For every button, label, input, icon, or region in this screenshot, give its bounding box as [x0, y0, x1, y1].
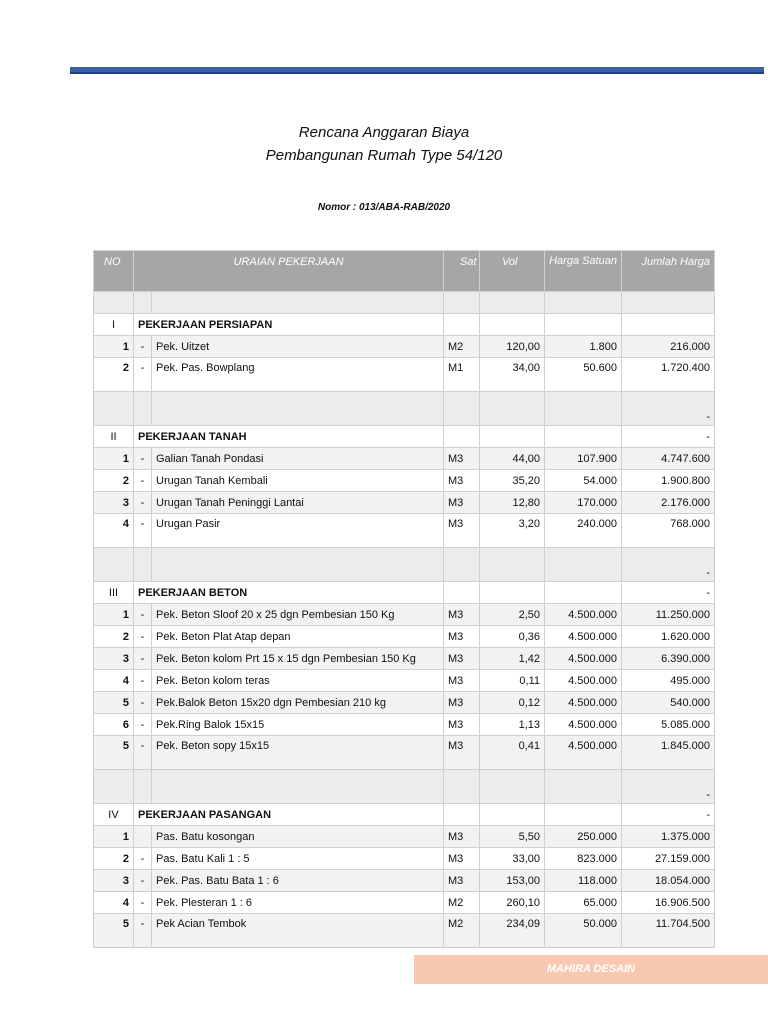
item-dash: -	[134, 714, 152, 736]
item-name: Pek. Pas. Bowplang	[152, 358, 444, 392]
section-harga	[545, 804, 622, 826]
section-total: -	[622, 582, 715, 604]
top-accent-bar	[70, 67, 764, 74]
item-number: 5	[94, 736, 134, 770]
item-unit: M3	[444, 670, 480, 692]
item-name: Pek. Beton Sloof 20 x 25 dgn Pembesian 150 Kg	[152, 604, 444, 626]
item-total: 1.375.000	[622, 826, 715, 848]
table-row	[94, 736, 715, 770]
item-total: 1.720.400	[622, 358, 715, 392]
item-unit-price: 240.000	[545, 514, 622, 548]
spacer-cell	[622, 292, 715, 314]
item-number: 2	[94, 848, 134, 870]
item-unit-price: 118.000	[545, 870, 622, 892]
item-volume: 260,10	[480, 892, 545, 914]
table-row	[94, 870, 715, 892]
item-unit: M2	[444, 336, 480, 358]
item-unit-price: 4.500.000	[545, 736, 622, 770]
item-volume: 3,20	[480, 514, 545, 548]
item-unit-price: 54.000	[545, 470, 622, 492]
item-unit-price: 250.000	[545, 826, 622, 848]
table-row	[94, 826, 715, 848]
spacer-row	[94, 292, 715, 314]
table-row	[94, 648, 715, 670]
spacer-cell	[444, 392, 480, 426]
section-vol	[480, 314, 545, 336]
item-unit: M3	[444, 514, 480, 548]
item-number: 6	[94, 714, 134, 736]
item-unit-price: 1.800	[545, 336, 622, 358]
item-name: Urugan Pasir	[152, 514, 444, 548]
item-unit-price: 4.500.000	[545, 714, 622, 736]
spacer-cell	[545, 292, 622, 314]
spacer-cell	[94, 292, 134, 314]
item-dash: -	[134, 848, 152, 870]
section-sat	[444, 314, 480, 336]
item-unit-price: 50.000	[545, 914, 622, 948]
document-number: Nomor : 013/ABA-RAB/2020	[317, 202, 451, 213]
item-dash: -	[134, 626, 152, 648]
item-unit-price: 170.000	[545, 492, 622, 514]
spacer-cell	[152, 770, 444, 804]
item-total: 6.390.000	[622, 648, 715, 670]
table-header-row	[94, 251, 715, 292]
item-name: Pek. Beton Plat Atap depan	[152, 626, 444, 648]
table-row	[94, 470, 715, 492]
section-row	[94, 582, 715, 604]
item-total: 216.000	[622, 336, 715, 358]
item-total: 768.000	[622, 514, 715, 548]
section-harga	[545, 314, 622, 336]
spacer-cell	[152, 292, 444, 314]
item-volume: 5,50	[480, 826, 545, 848]
spacer-cell	[134, 292, 152, 314]
item-unit-price: 4.500.000	[545, 626, 622, 648]
section-harga	[545, 582, 622, 604]
section-sat	[444, 804, 480, 826]
item-number: 1	[94, 448, 134, 470]
item-unit-price: 4.500.000	[545, 604, 622, 626]
item-volume: 0,41	[480, 736, 545, 770]
spacer-cell	[444, 292, 480, 314]
item-unit: M3	[444, 848, 480, 870]
spacer-cell	[480, 392, 545, 426]
spacer-cell	[480, 292, 545, 314]
item-total: 5.085.000	[622, 714, 715, 736]
header-uraian: URAIAN PEKERJAAN	[134, 251, 444, 292]
spacer-cell	[545, 770, 622, 804]
item-dash: -	[134, 336, 152, 358]
table-row	[94, 492, 715, 514]
item-name: Pas. Batu Kali 1 : 5	[152, 848, 444, 870]
section-name: PEKERJAAN TANAH	[134, 426, 444, 448]
spacer-cell	[480, 770, 545, 804]
spacer-cell	[94, 548, 134, 582]
section-sat	[444, 582, 480, 604]
item-name: Pek. Beton kolom teras	[152, 670, 444, 692]
item-name: Urugan Tanah Peninggi Lantai	[152, 492, 444, 514]
item-number: 5	[94, 914, 134, 948]
item-unit: M2	[444, 892, 480, 914]
table-row	[94, 514, 715, 548]
section-vol	[480, 426, 545, 448]
item-total: 2.176.000	[622, 492, 715, 514]
section-row	[94, 426, 715, 448]
item-unit-price: 50.600	[545, 358, 622, 392]
item-number: 3	[94, 870, 134, 892]
item-dash: -	[134, 892, 152, 914]
item-total: 4.747.600	[622, 448, 715, 470]
item-volume: 234,09	[480, 914, 545, 948]
spacer-cell: -	[622, 548, 715, 582]
spacer-row	[94, 770, 715, 804]
item-dash: -	[134, 914, 152, 948]
item-dash: -	[134, 492, 152, 514]
item-unit: M3	[444, 648, 480, 670]
section-harga	[545, 426, 622, 448]
item-unit: M1	[444, 358, 480, 392]
item-number: 1	[94, 336, 134, 358]
table-row	[94, 626, 715, 648]
spacer-cell	[134, 548, 152, 582]
table-row	[94, 692, 715, 714]
spacer-cell	[152, 392, 444, 426]
item-number: 4	[94, 670, 134, 692]
item-number: 1	[94, 604, 134, 626]
item-number: 4	[94, 892, 134, 914]
item-dash: -	[134, 670, 152, 692]
item-volume: 33,00	[480, 848, 545, 870]
section-number: II	[94, 426, 134, 448]
item-volume: 35,20	[480, 470, 545, 492]
table-row	[94, 358, 715, 392]
item-volume: 2,50	[480, 604, 545, 626]
table-row	[94, 714, 715, 736]
section-number: IV	[94, 804, 134, 826]
table-row	[94, 604, 715, 626]
item-unit: M2	[444, 914, 480, 948]
header-harga-satuan: Harga Satuan	[545, 251, 622, 292]
section-row	[94, 804, 715, 826]
header-jumlah-harga: Jumlah Harga	[622, 251, 715, 292]
section-row	[94, 314, 715, 336]
table-row	[94, 670, 715, 692]
item-dash: -	[134, 514, 152, 548]
section-sat	[444, 426, 480, 448]
item-volume: 0,11	[480, 670, 545, 692]
item-name: Pek. Uitzet	[152, 336, 444, 358]
spacer-cell	[134, 392, 152, 426]
section-name: PEKERJAAN PERSIAPAN	[134, 314, 444, 336]
item-dash: -	[134, 692, 152, 714]
item-number: 2	[94, 626, 134, 648]
spacer-cell	[94, 770, 134, 804]
section-vol	[480, 804, 545, 826]
spacer-cell	[152, 548, 444, 582]
item-unit-price: 823.000	[545, 848, 622, 870]
item-unit-price: 65.000	[545, 892, 622, 914]
item-unit: M3	[444, 714, 480, 736]
table-row	[94, 848, 715, 870]
item-total: 1.900.800	[622, 470, 715, 492]
section-vol	[480, 582, 545, 604]
spacer-row	[94, 548, 715, 582]
table-row	[94, 448, 715, 470]
spacer-cell: -	[622, 392, 715, 426]
item-unit: M3	[444, 736, 480, 770]
item-total: 27.159.000	[622, 848, 715, 870]
spacer-row	[94, 392, 715, 426]
section-number: III	[94, 582, 134, 604]
item-unit-price: 107.900	[545, 448, 622, 470]
table-row	[94, 892, 715, 914]
item-unit: M3	[444, 448, 480, 470]
item-unit: M3	[444, 870, 480, 892]
item-volume: 0,12	[480, 692, 545, 714]
item-dash: -	[134, 448, 152, 470]
item-dash: -	[134, 736, 152, 770]
item-number: 2	[94, 358, 134, 392]
section-number: I	[94, 314, 134, 336]
item-unit: M3	[444, 470, 480, 492]
spacer-cell	[480, 548, 545, 582]
item-name: Pek.Ring Balok 15x15	[152, 714, 444, 736]
item-name: Pek Acian Tembok	[152, 914, 444, 948]
item-total: 1.620.000	[622, 626, 715, 648]
item-total: 11.704.500	[622, 914, 715, 948]
item-volume: 44,00	[480, 448, 545, 470]
item-volume: 12,80	[480, 492, 545, 514]
item-total: 18.054.000	[622, 870, 715, 892]
item-volume: 34,00	[480, 358, 545, 392]
rab-table	[93, 250, 715, 948]
item-total: 1.845.000	[622, 736, 715, 770]
item-name: Pek. Pas. Batu Bata 1 : 6	[152, 870, 444, 892]
item-name: Pek. Beton kolom Prt 15 x 15 dgn Pembesian 150 Kg	[152, 648, 444, 670]
header-no: NO	[94, 251, 134, 292]
item-unit: M3	[444, 492, 480, 514]
item-unit-price: 4.500.000	[545, 692, 622, 714]
section-name: PEKERJAAN BETON	[134, 582, 444, 604]
section-name: PEKERJAAN PASANGAN	[134, 804, 444, 826]
item-unit: M3	[444, 826, 480, 848]
spacer-cell	[94, 392, 134, 426]
spacer-cell	[444, 770, 480, 804]
header-vol: Vol	[480, 251, 545, 292]
item-number: 2	[94, 470, 134, 492]
item-name: Urugan Tanah Kembali	[152, 470, 444, 492]
item-unit-price: 4.500.000	[545, 648, 622, 670]
item-volume: 0,36	[480, 626, 545, 648]
item-name: Pek. Plesteran 1 : 6	[152, 892, 444, 914]
section-total: -	[622, 426, 715, 448]
spacer-cell	[545, 392, 622, 426]
table-row	[94, 914, 715, 948]
item-dash	[134, 826, 152, 848]
table-body	[94, 292, 715, 948]
item-name: Pas. Batu kosongan	[152, 826, 444, 848]
item-total: 11.250.000	[622, 604, 715, 626]
item-volume: 153,00	[480, 870, 545, 892]
item-volume: 120,00	[480, 336, 545, 358]
footer-brand: MAHIRA DESAIN	[414, 955, 768, 984]
section-total: -	[622, 804, 715, 826]
spacer-cell	[444, 548, 480, 582]
item-unit: M3	[444, 626, 480, 648]
item-dash: -	[134, 604, 152, 626]
document-subtitle: Pembangunan Rumah Type 54/120	[265, 147, 503, 164]
item-number: 3	[94, 492, 134, 514]
spacer-cell	[134, 770, 152, 804]
item-number: 4	[94, 514, 134, 548]
spacer-cell	[545, 548, 622, 582]
section-total	[622, 314, 715, 336]
item-unit-price: 4.500.000	[545, 670, 622, 692]
item-unit: M3	[444, 692, 480, 714]
item-total: 540.000	[622, 692, 715, 714]
item-dash: -	[134, 870, 152, 892]
header-sat: Sat	[444, 251, 480, 292]
document-title: Rencana Anggaran Biaya	[298, 124, 470, 141]
item-total: 495.000	[622, 670, 715, 692]
item-name: Pek. Beton sopy 15x15	[152, 736, 444, 770]
table-row	[94, 336, 715, 358]
item-number: 3	[94, 648, 134, 670]
item-volume: 1,13	[480, 714, 545, 736]
spacer-cell: -	[622, 770, 715, 804]
item-number: 1	[94, 826, 134, 848]
item-total: 16.906.500	[622, 892, 715, 914]
item-unit: M3	[444, 604, 480, 626]
item-name: Pek.Balok Beton 15x20 dgn Pembesian 210 kg	[152, 692, 444, 714]
item-dash: -	[134, 648, 152, 670]
item-dash: -	[134, 358, 152, 392]
item-volume: 1,42	[480, 648, 545, 670]
item-number: 5	[94, 692, 134, 714]
item-name: Galian Tanah Pondasi	[152, 448, 444, 470]
item-dash: -	[134, 470, 152, 492]
